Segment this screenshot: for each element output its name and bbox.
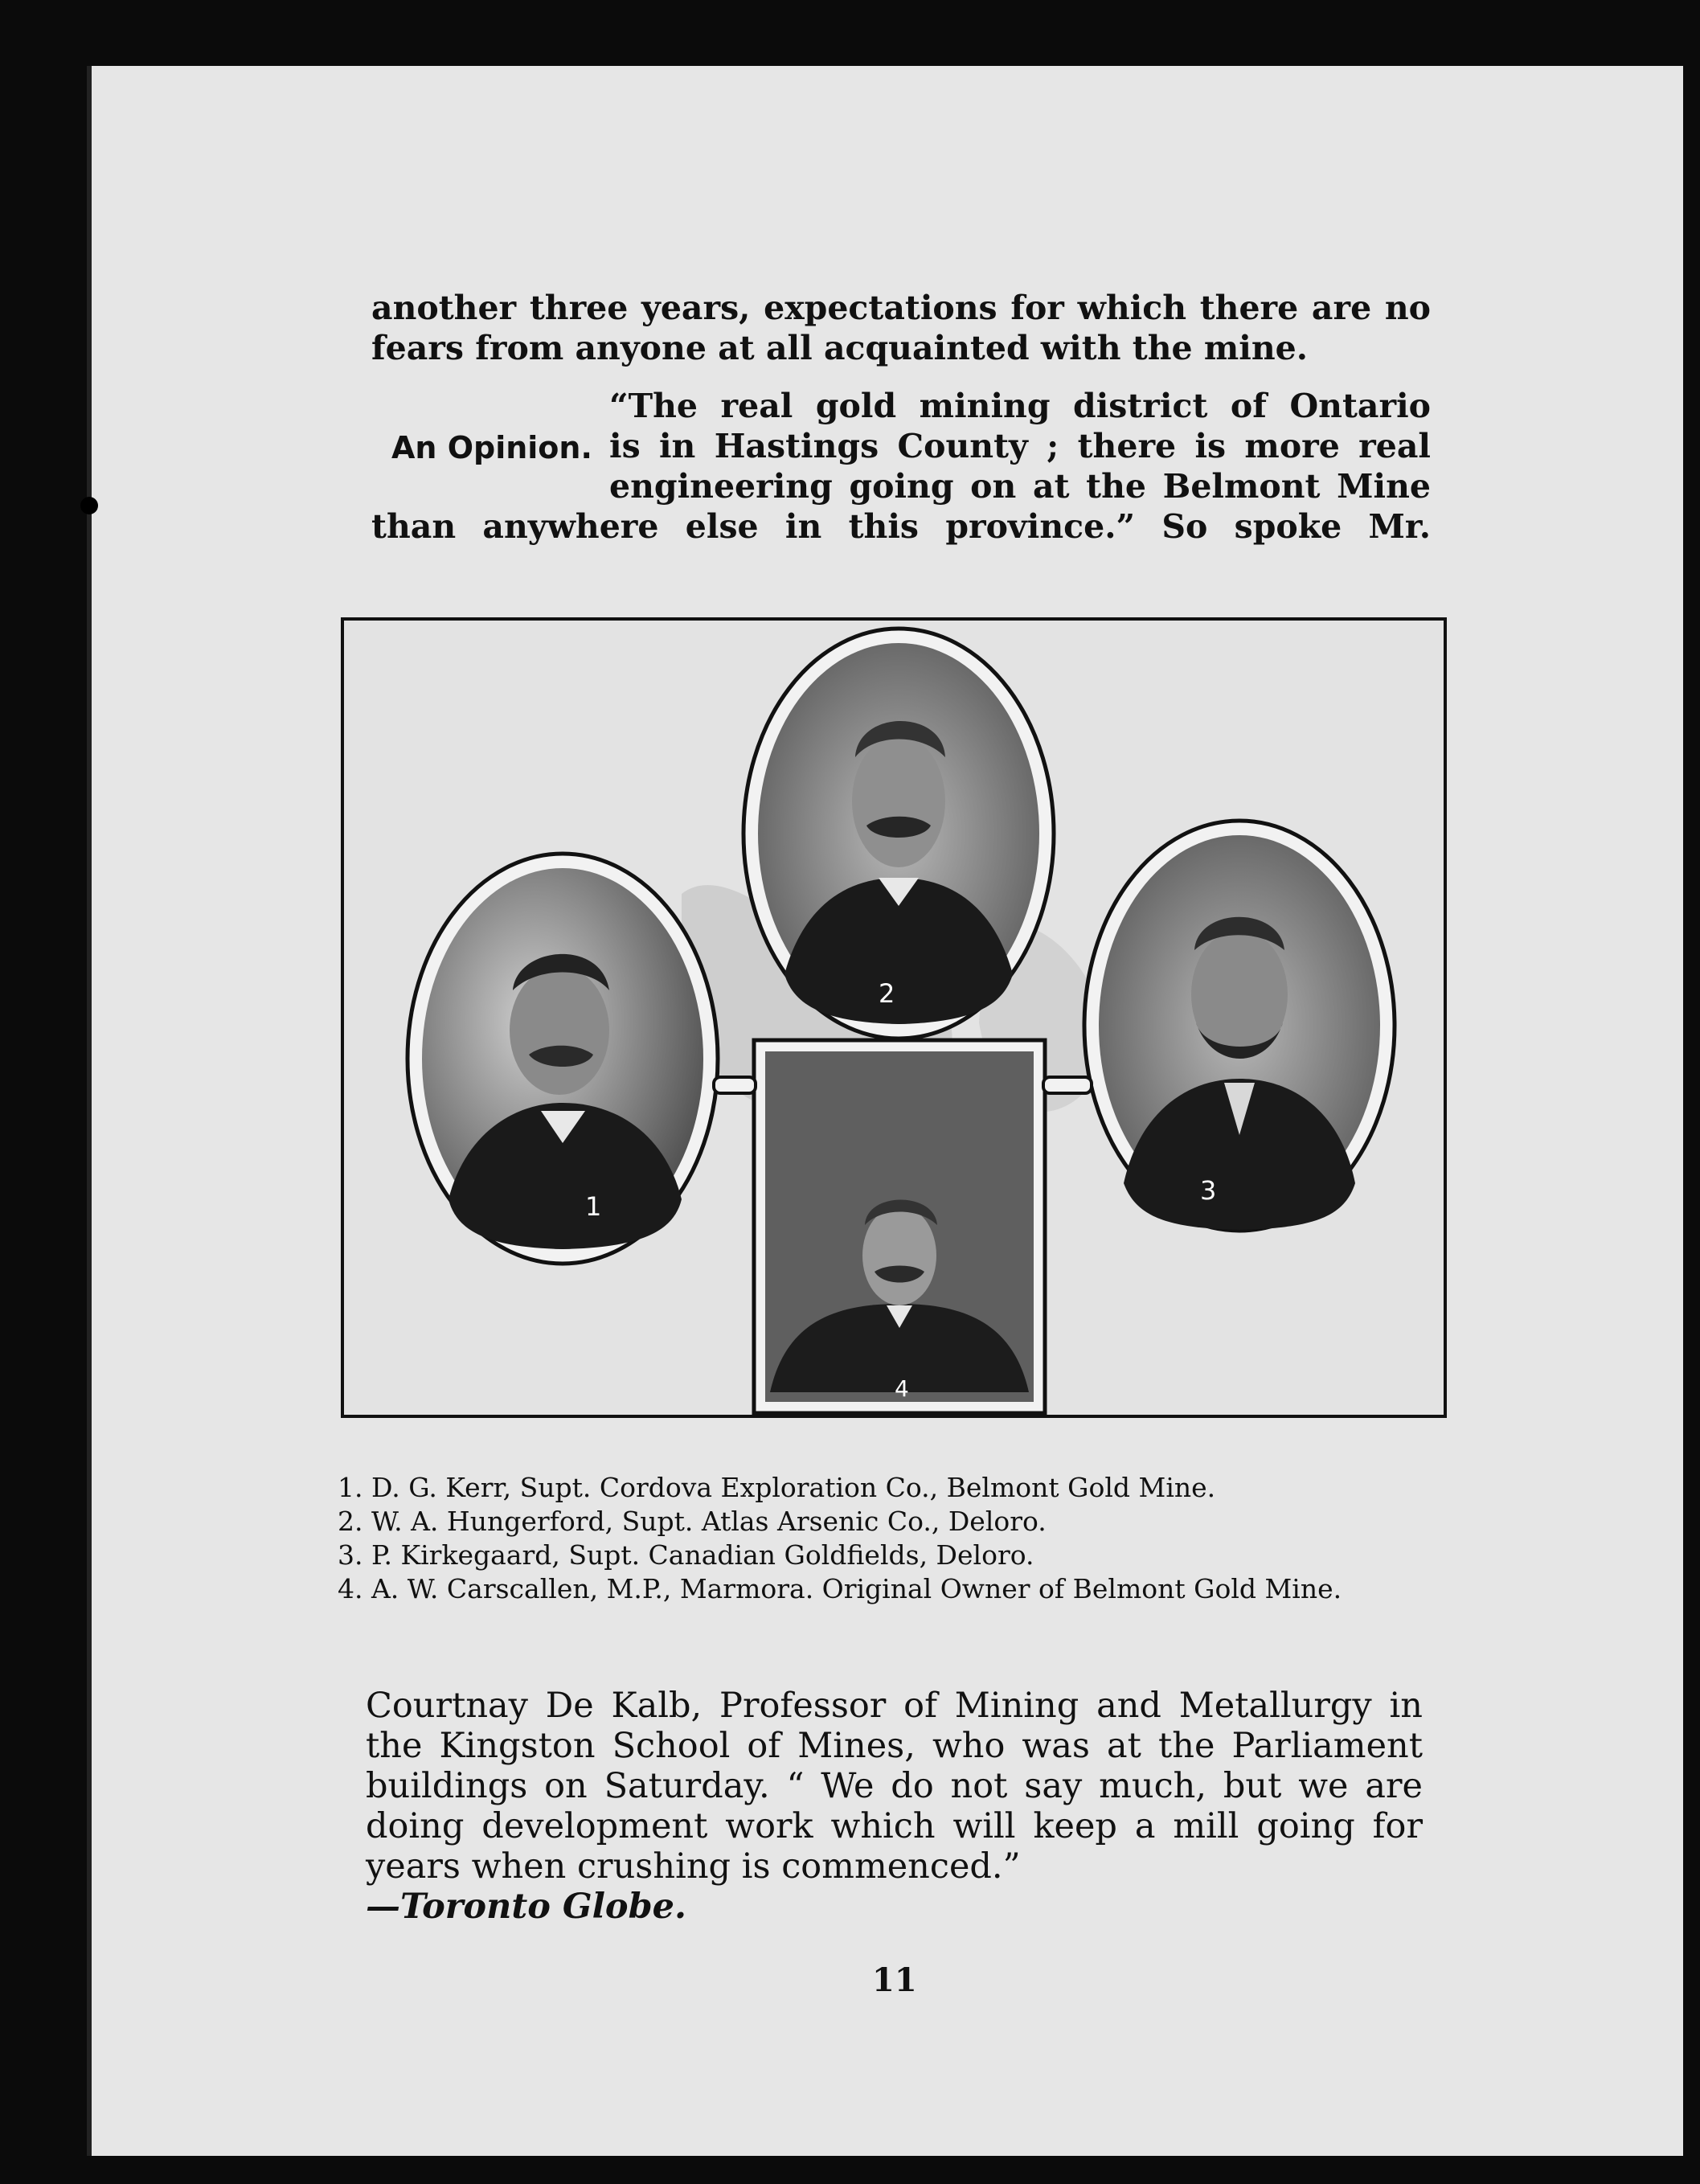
caption-item: 4. A. W. Carscallen, M.P., Marmora. Original Owner of Belmont Gold Mine.: [338, 1573, 1342, 1604]
paragraph-top: another three years, expectations for which there are no fears from anyone at all acquainted with the mine.: [371, 289, 1431, 367]
side-heading: An Opinion.: [391, 430, 592, 465]
paragraph-bottom-text: Courtnay De Kalb, Professor of Mining and Metallurgy in the Kingston School of Mines, who was at the Parliament buildings on Saturday. “ We do not say much, but we are doing development work which will keep a mill going for years when crushing is commenced.”: [366, 1686, 1423, 1887]
attribution: —Toronto Globe.: [366, 1887, 686, 1927]
quote-block: [371, 386, 1431, 547]
binding-mark: [80, 497, 98, 514]
page-number: 11: [872, 1961, 917, 1999]
quote-line: engineering going on at the Belmont Mine: [609, 467, 1431, 506]
caption-item: 2. W. A. Hungerford, Supt. Atlas Arsenic Co., Deloro.: [338, 1506, 1047, 1537]
quote-line: “The real gold mining district of Ontario: [609, 387, 1431, 425]
portrait-montage-image: [344, 621, 1444, 1415]
quote-line: is in Hastings County ; there is more real: [609, 427, 1431, 465]
caption-list: [338, 1471, 1463, 1606]
paragraph-bottom: [366, 1686, 1423, 1927]
portrait-2: [743, 629, 1054, 1039]
portrait-4: [754, 1040, 1045, 1413]
portrait-3: [1084, 821, 1395, 1231]
portrait-1: [408, 854, 718, 1264]
portrait-number: 2: [879, 978, 895, 1009]
portrait-number: 3: [1200, 1175, 1217, 1206]
portrait-montage: [341, 617, 1447, 1418]
caption-item: 3. P. Kirkegaard, Supt. Canadian Goldfields, Deloro.: [338, 1539, 1034, 1571]
portrait-number: 1: [585, 1191, 602, 1222]
caption-item: 1. D. G. Kerr, Supt. Cordova Exploration Co., Belmont Gold Mine.: [338, 1472, 1216, 1503]
quote-line: than anywhere else in this province.” So spoke Mr.: [371, 507, 1431, 546]
portrait-number: 4: [895, 1375, 909, 1402]
